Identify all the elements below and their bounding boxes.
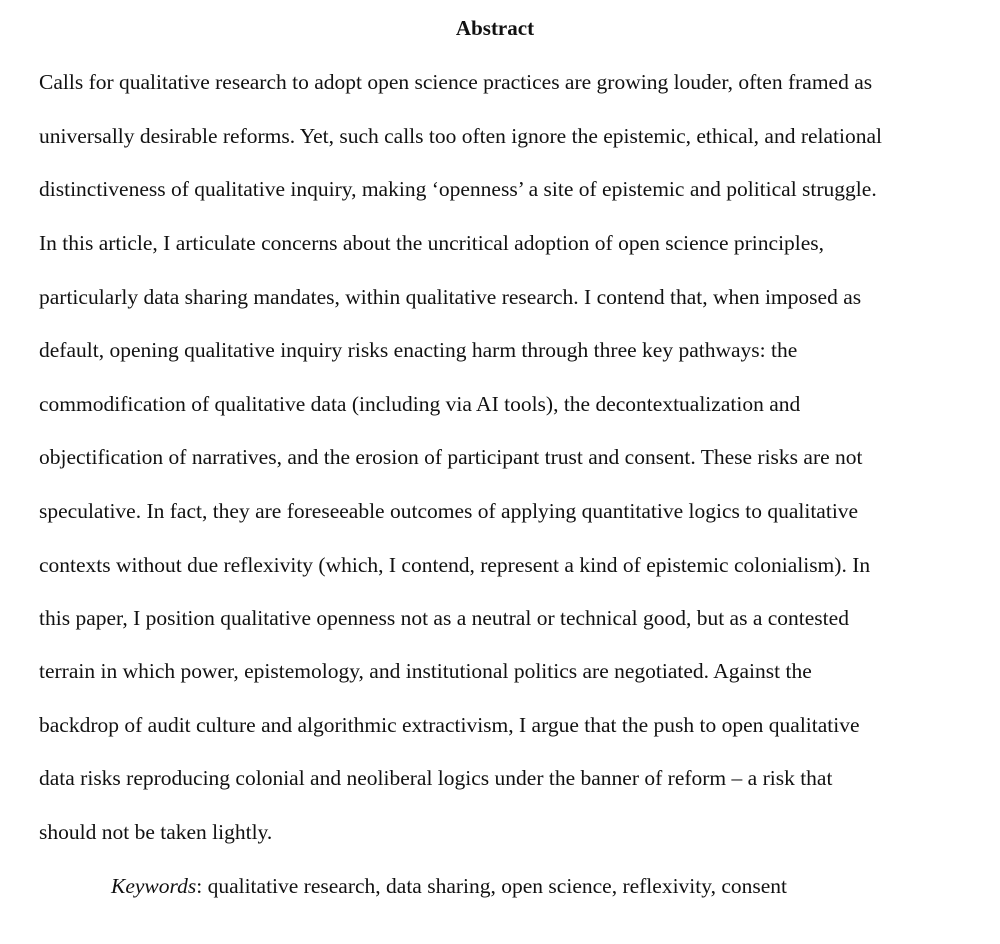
abstract-line: objectification of narratives, and the erosion of participant trust and consent. These risks are not	[39, 445, 863, 469]
abstract-line: this paper, I position qualitative openness not as a neutral or technical good, but as a contested	[39, 606, 849, 630]
abstract-line: distinctiveness of qualitative inquiry, making ‘openness’ a site of epistemic and political struggle.	[39, 177, 877, 201]
abstract-line: backdrop of audit culture and algorithmic extractivism, I argue that the push to open qualitative	[39, 713, 860, 737]
abstract-line: universally desirable reforms. Yet, such calls too often ignore the epistemic, ethical, and relational	[39, 124, 883, 148]
abstract-heading: Abstract	[455, 16, 535, 40]
abstract-line: Calls for qualitative research to adopt open science practices are growing louder, often framed as	[39, 70, 873, 94]
keywords-line	[111, 872, 787, 900]
abstract-line: particularly data sharing mandates, within qualitative research. I contend that, when imposed as	[39, 285, 862, 309]
abstract-line: data risks reproducing colonial and neoliberal logics under the banner of reform – a risk that	[39, 766, 833, 790]
keywords-separator: :	[196, 874, 203, 898]
abstract-line: commodification of qualitative data (including via AI tools), the decontextualization and	[39, 392, 801, 416]
keywords-label: Keywords	[111, 874, 197, 898]
abstract-line: default, opening qualitative inquiry risks enacting harm through three key pathways: the	[39, 338, 798, 362]
abstract-line: contexts without due reflexivity (which, I contend, represent a kind of epistemic colonialism). In	[39, 553, 871, 577]
keywords-list: qualitative research, data sharing, open science, reflexivity, consent	[202, 874, 788, 898]
abstract-line: should not be taken lightly.	[39, 820, 273, 844]
abstract-line: speculative. In fact, they are foreseeable outcomes of applying quantitative logics to qualitative	[39, 499, 859, 523]
abstract-line: In this article, I articulate concerns about the uncritical adoption of open science principles,	[39, 231, 825, 255]
abstract-line: terrain in which power, epistemology, and institutional politics are negotiated. Against the	[39, 659, 812, 683]
